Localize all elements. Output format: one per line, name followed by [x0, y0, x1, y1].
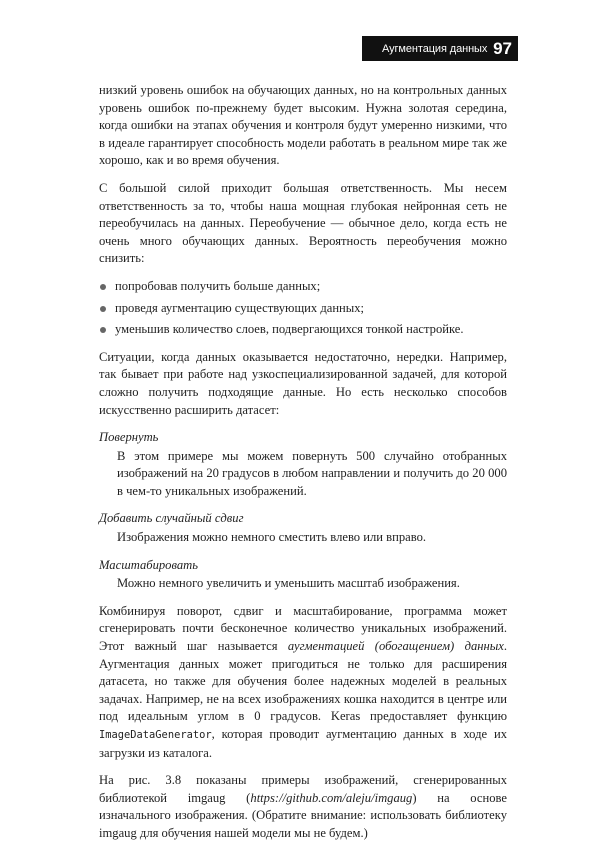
list-item — [99, 278, 507, 296]
term-description-shift: Изображения можно немного сместить влево или вправо. — [117, 530, 427, 545]
page-body — [99, 82, 507, 853]
inline-code: ImageDataGenerator — [99, 729, 212, 741]
chapter-title: Аугментация данных — [382, 42, 488, 55]
paragraph-imgaug — [99, 772, 507, 842]
list-item-text: попробовав получить больше данных; — [115, 278, 321, 293]
text-run: На рис. 3.8 показаны примеры изображений, сгенерированных библиотекой imgaug ( — [99, 773, 507, 805]
text-run: . Аугментация данных может пригодиться не только для расширения датасета, но также для обучения более надежных моделей в реальных задачах. Например, не на всех изображениях кошка находится в центре или под идеальным углом в 0 градусов. Keras предоставляет функцию — [99, 639, 508, 724]
page-number: 97 — [493, 38, 512, 58]
paragraph-augmentation — [99, 603, 507, 762]
paragraph: низкий уровень ошибок на обучающих данных, но на контрольных данных уровень ошибок по-прежнему будет высоким. Нужна золотая середина, когда ошибки на этапах обучения и контроля будут умеренно низкими, что в идеале гарантирует способность модели работать в реальном мире так же хорошо, как и во время обучения. — [99, 83, 507, 168]
bullet-list — [99, 278, 507, 339]
term-description-scale: Можно немного увеличить и уменьшить масштаб изображения. — [117, 576, 460, 591]
text-run: ) на основе изначального изображения. (Обратите внимание: использовать библиотеку imgaug для обучения нашей модели мы не будем.) — [99, 790, 507, 840]
bullet-icon — [100, 327, 106, 333]
term-title-rotate: Повернуть — [99, 430, 159, 445]
bullet-icon — [100, 306, 106, 312]
text-run: , которая проводит аугментацию данных в ходе их загрузки из каталога. — [99, 727, 507, 760]
url-link[interactable]: https://github.com/aleju/imgaug — [250, 790, 413, 805]
running-header — [362, 36, 518, 61]
bullet-icon — [100, 284, 106, 290]
text-run: Комбинируя поворот, сдвиг и масштабирование, программа может сгенерировать почти бесконечное количество уникальных изображений. Этот важный шаг называется — [99, 603, 507, 654]
list-item-text: проведя аугментацию существующих данных; — [115, 300, 365, 315]
list-item-text: уменьшив количество слоев, подвергающихся тонкой настройке. — [115, 322, 464, 337]
paragraph: С большой силой приходит большая ответственность. Мы несем ответственность за то, чтобы наша мощная глубокая нейронная сеть не переобучилась на данных. Переобучение — обычное дело, когда есть не очень много обучающих данных. Вероятность переобучения можно снизить: — [99, 180, 507, 266]
paragraph: Ситуации, когда данных оказывается недостаточно, нередки. Например, так бывает при работе над узкоспециализированной задачей, для которой сложно получить подходящие данные. Но есть несколько способов искусственно расширить датасет: — [99, 349, 507, 417]
list-item — [99, 321, 507, 339]
list-item — [99, 300, 507, 318]
emphasized-term: аугментацией (обогащением) данных — [287, 639, 504, 654]
term-description-rotate: В этом примере мы можем повернуть 500 случайно отобранных изображений на 20 градусов в любом направлении и получить до 20 000 в чем-то уникальных изображений. — [117, 448, 507, 498]
term-title-scale: Масштабировать — [99, 557, 198, 572]
term-title-shift: Добавить случайный сдвиг — [99, 511, 244, 526]
